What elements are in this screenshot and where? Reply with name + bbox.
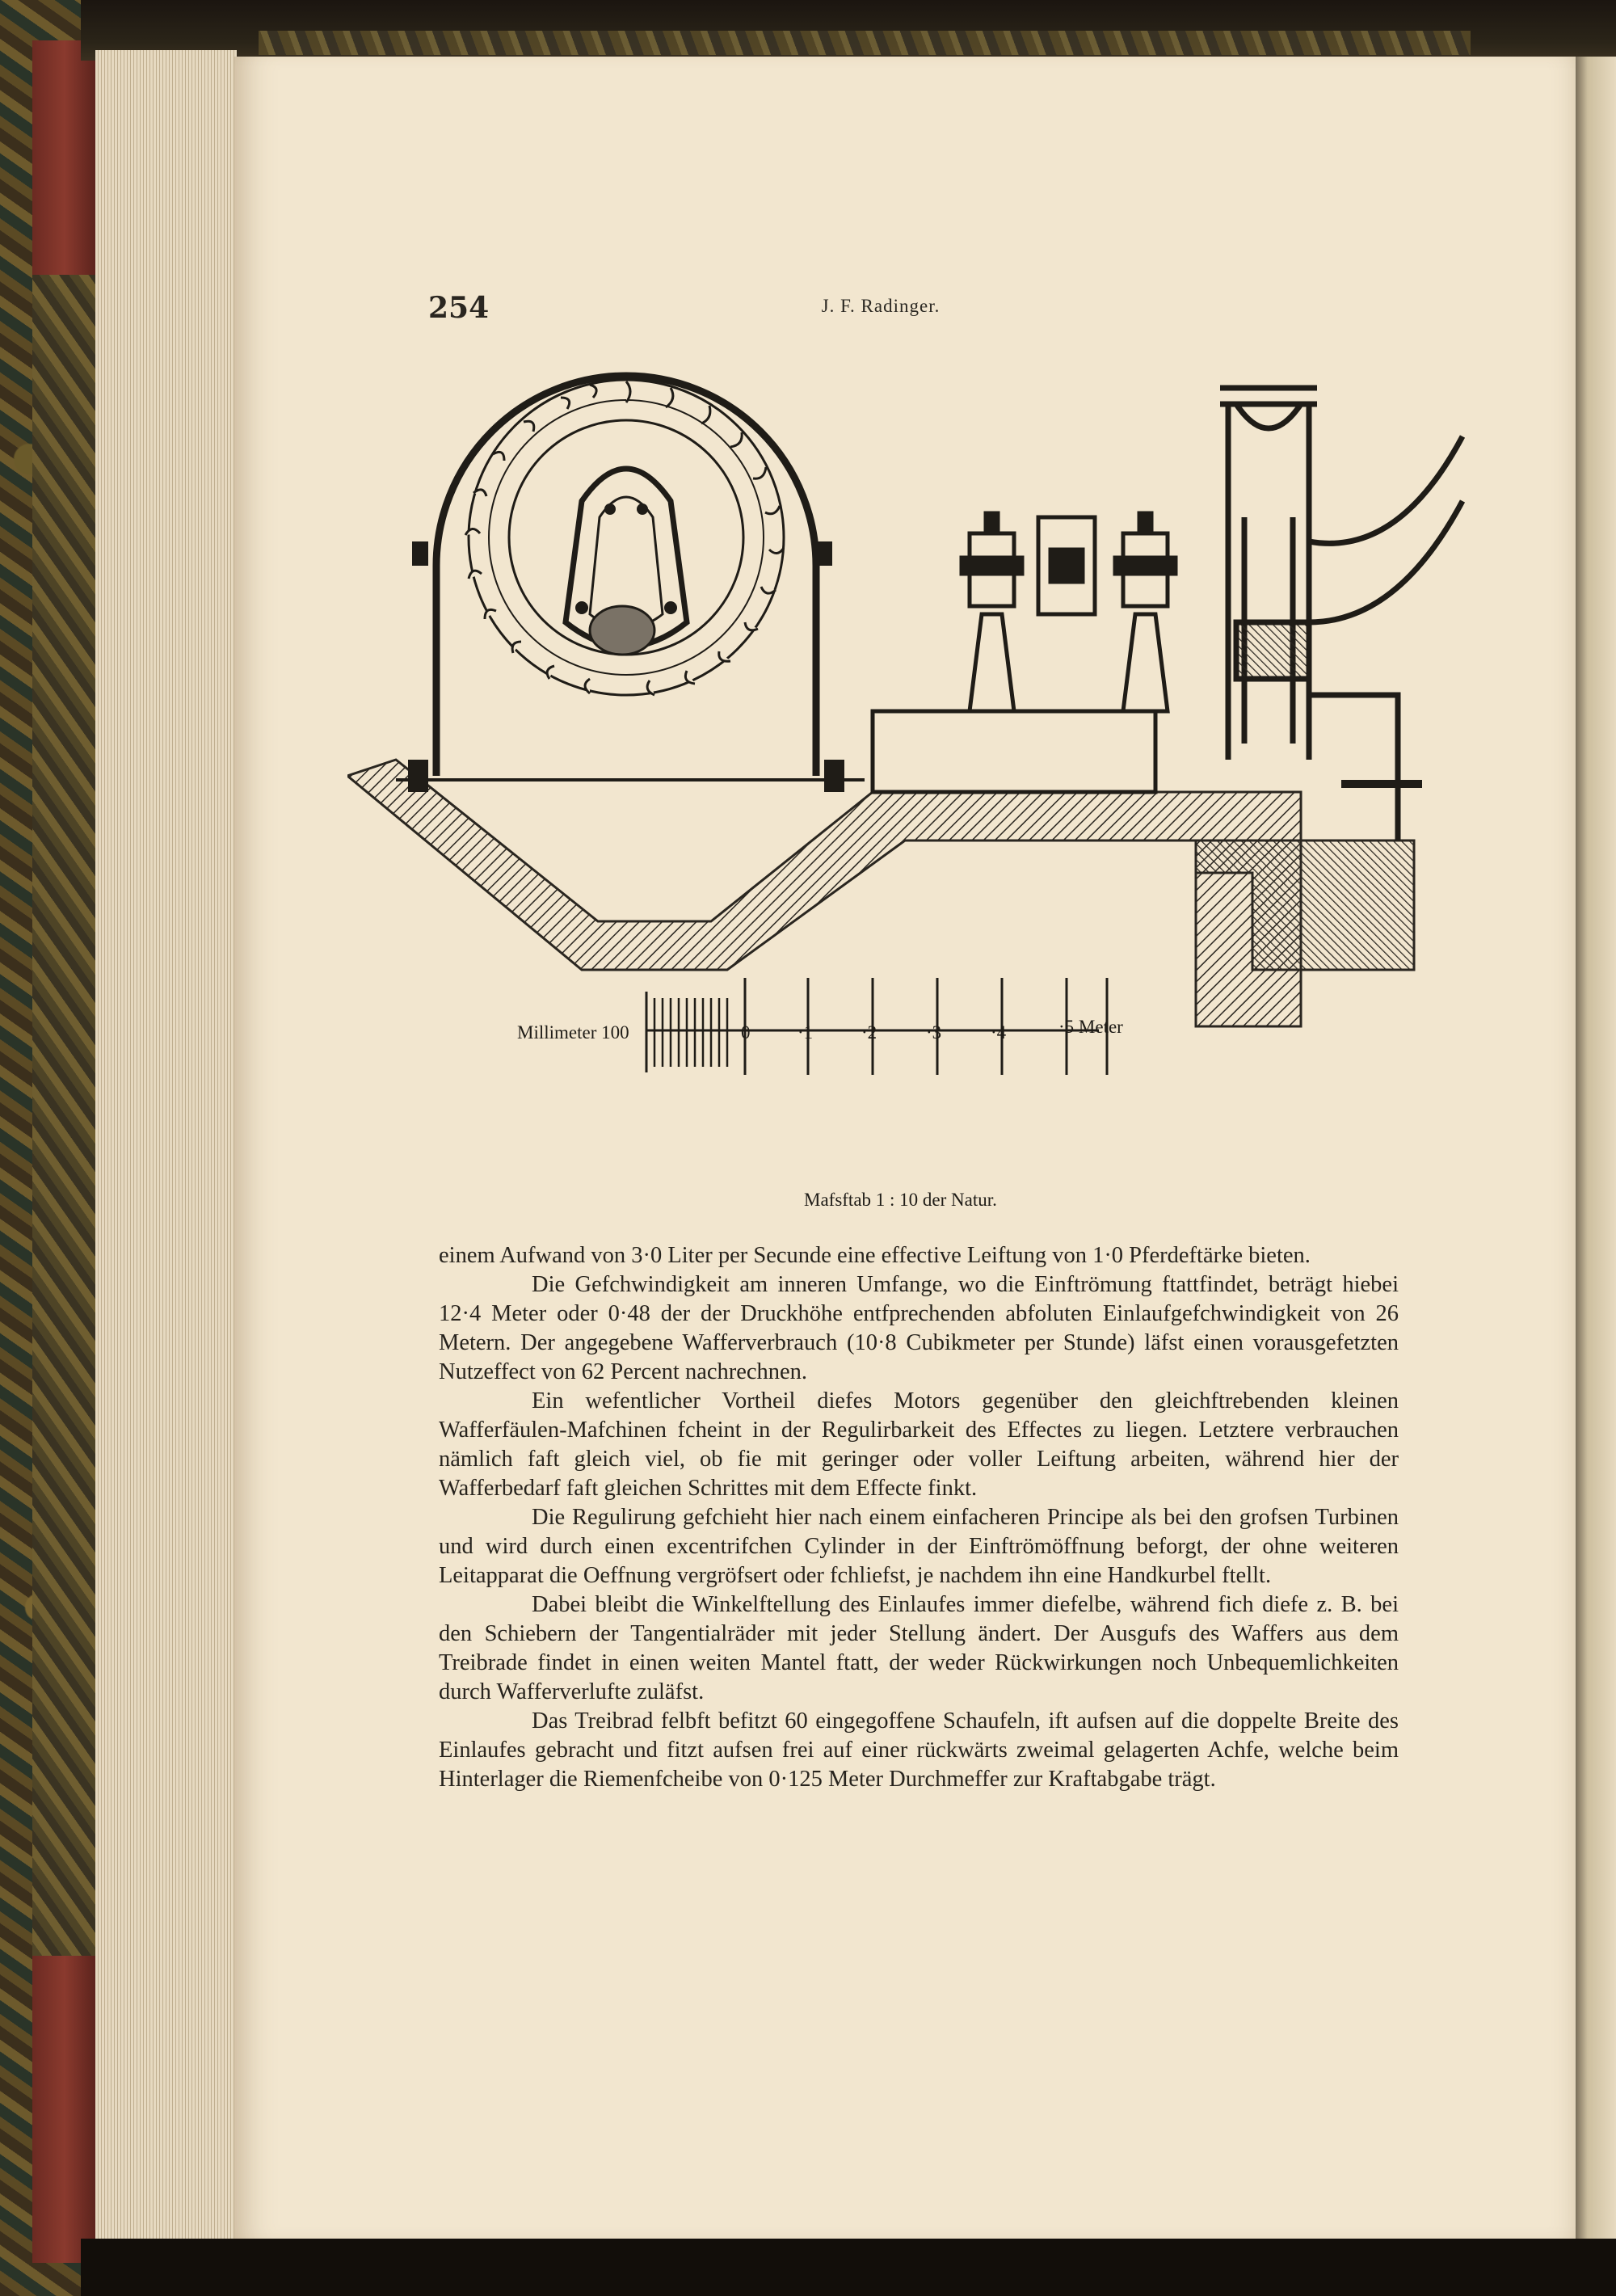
scale-tick-4: ·4 <box>991 1022 1007 1043</box>
paragraph-3: Ein wefentlicher Vortheil diefes Motors gegenüber den gleichftrebenden kleinen Wafferfäulen-Mafchinen fcheint in der Regulirbarkeit des Effectes zu liegen. Letztere verbrauchen nämlich faft gleich viel, ob fie mit geringer oder voller Leiftung arbeiten, während hier der Wafferbedarf faft gleichen Schrittes mit dem Effecte finkt. <box>439 1388 1399 1501</box>
bottom-shadow <box>81 2239 1616 2296</box>
scale-tick-5: ·5 Meter <box>1058 1017 1123 1037</box>
top-marbling <box>259 31 1471 55</box>
paragraph-6: Das Treibrad felbft befitzt 60 eingegoffene Schaufeln, ift aufsen auf die doppelte Breite des Einlaufes gebracht und fitzt aufsen frei auf einer rückwärts zweimal gelagerten Achfe, welche beim Hinterlager die Riemenfcheibe von 0·125 Meter Durchmeffer zur Kraftabgabe trägt. <box>439 1708 1399 1792</box>
scale-unit-left: Millimeter 100 <box>517 1022 629 1043</box>
cover-marbling <box>32 275 97 1956</box>
paragraph-1: einem Aufwand von 3·0 Liter per Secunde eine effective Leiftung von 1·0 Pferdeftärke bieten. <box>439 1243 1311 1268</box>
inlet-and-casing <box>1220 388 1462 840</box>
scale-tick-0: 0 <box>741 1022 751 1043</box>
scale-tick-3: ·3 <box>926 1022 942 1043</box>
facing-page-edge <box>1576 57 1616 2239</box>
scale-tick-1: ·1 <box>797 1022 814 1043</box>
paragraph-2: Die Gefchwindigkeit am inneren Umfange, wo die Einftrömung ftattfindet, beträgt hiebei 12·4 Meter oder 0·48 der der Druckhöhe entfprechenden abfoluten Einlaufgefchwindigkeit von 26 Metern. Der angegebene Wafferverbrauch (10·8 Cubikmeter per Stunde) läfst einen vorausgefetzten Nutzeffect von 62 Percent nachrechnen. <box>439 1272 1399 1384</box>
book-cover-edge <box>32 40 97 2263</box>
page-number: 254 <box>428 291 490 325</box>
bearing-pedestals <box>873 513 1176 792</box>
foundation-hatching <box>347 760 1414 1026</box>
body-text <box>439 1241 1399 1794</box>
page-edge-stack <box>95 50 237 2248</box>
paragraph-4: Die Regulirung gefchieht hier nach einem einfacheren Principe als bei den grofsen Turbinen und wird durch einen excentrifchen Cylinder in der Einftrömöffnung beforgt, der ohne weiteren Leitapparat die Oeffnung vergröfsert oder fchliefst, je nachdem ihn eine Handkurbel ftellt. <box>439 1505 1399 1588</box>
figure-caption: Mafsftab 1 : 10 der Natur. <box>804 1190 997 1210</box>
scale-tick-2: ·2 <box>861 1022 877 1043</box>
wheel-housing <box>396 376 865 792</box>
turbine-engraving <box>347 356 1519 1253</box>
paragraph-5: Dabei bleibt die Winkelftellung des Einlaufes immer diefelbe, während fich diefe z. B. bei den Schiebern der Tangentialräder mit jeder Stellung ändert. Der Ausgufs des Waffers aus dem Treibrade findet in einen weiten Mantel ftatt, der weder Rückwirkungen noch Unbequemlichkeiten durch Wafferverlufte zuläfst. <box>439 1592 1399 1704</box>
top-cover-strip <box>81 0 1616 61</box>
running-head: J. F. Radinger. <box>821 296 941 316</box>
